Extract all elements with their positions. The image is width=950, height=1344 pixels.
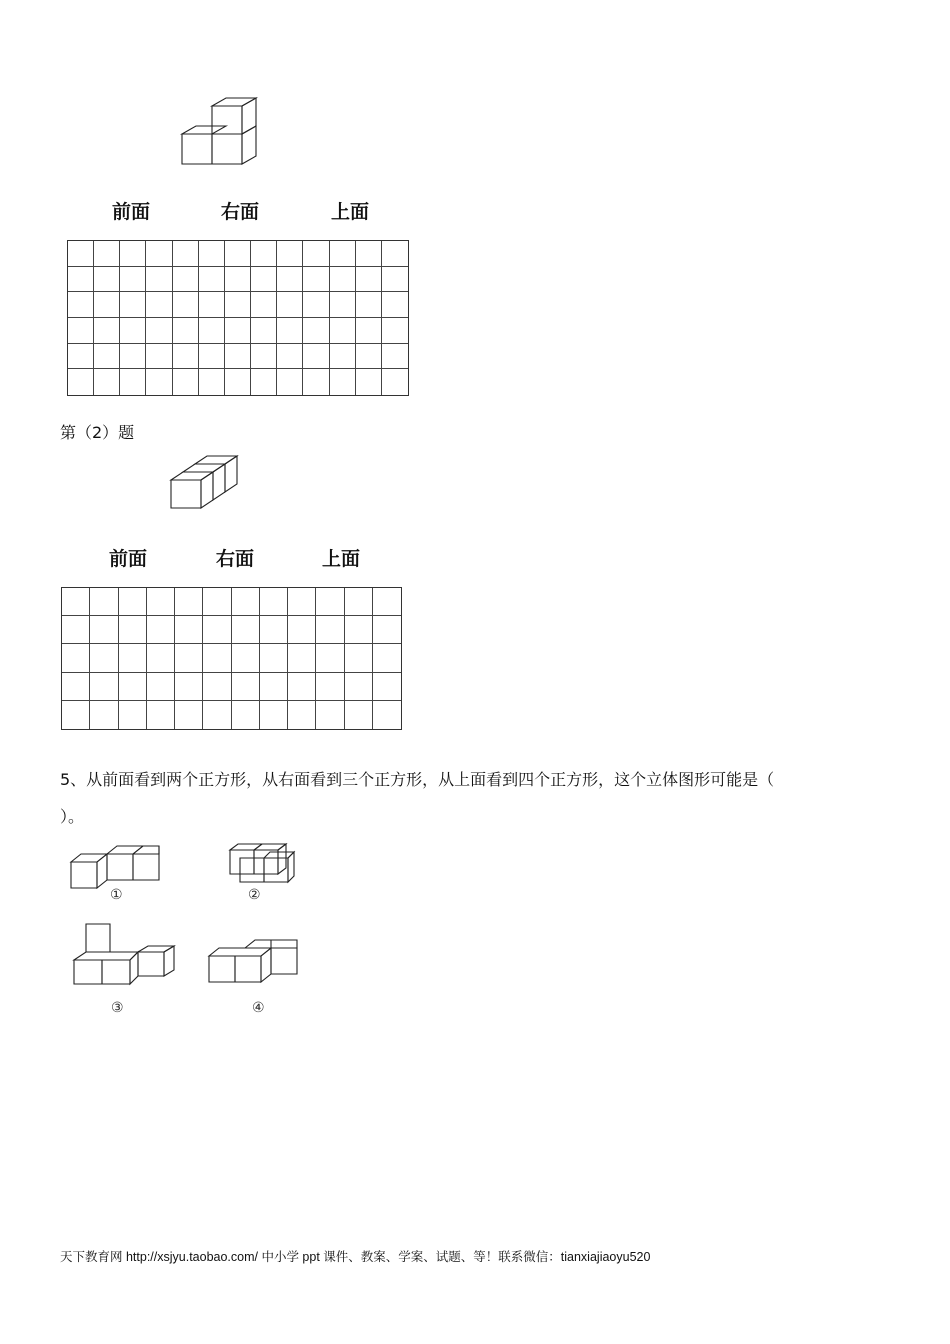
page-footer: 天下教育网 http://xsjyu.taobao.com/ 中小学 ppt 课件、教案、学案、试题、等！联系微信：tianxiajiaoyu520: [60, 1250, 651, 1264]
grid-cell[interactable]: [90, 616, 118, 644]
grid-cell[interactable]: [120, 369, 146, 395]
option3-label: ③: [111, 1000, 124, 1016]
grid-cell[interactable]: [356, 369, 382, 395]
grid-cell[interactable]: [68, 344, 94, 370]
problem2-label-front: 前面: [109, 548, 148, 570]
grid-cell[interactable]: [345, 701, 373, 729]
grid-cell[interactable]: [330, 241, 356, 267]
grid-cell[interactable]: [303, 344, 329, 370]
grid-cell[interactable]: [251, 292, 277, 318]
grid-cell[interactable]: [382, 267, 408, 293]
grid-cell[interactable]: [232, 644, 260, 672]
grid-cell[interactable]: [68, 318, 94, 344]
grid-cell[interactable]: [173, 369, 199, 395]
grid-cell[interactable]: [345, 644, 373, 672]
grid-cell[interactable]: [316, 616, 344, 644]
grid-cell[interactable]: [175, 616, 203, 644]
grid-cell[interactable]: [175, 673, 203, 701]
problem1-label-front: 前面: [112, 201, 151, 223]
grid-cell[interactable]: [232, 673, 260, 701]
grid-cell[interactable]: [232, 588, 260, 616]
grid-cell[interactable]: [120, 318, 146, 344]
grid-cell[interactable]: [260, 701, 288, 729]
grid-cell[interactable]: [232, 701, 260, 729]
grid-cell[interactable]: [303, 267, 329, 293]
grid-cell[interactable]: [203, 644, 231, 672]
grid-cell[interactable]: [277, 241, 303, 267]
problem2-cube-figure: [166, 452, 250, 514]
grid-cell[interactable]: [146, 369, 172, 395]
grid-cell[interactable]: [119, 588, 147, 616]
problem2-label-top: 上面: [322, 548, 361, 570]
grid-cell[interactable]: [94, 292, 120, 318]
grid-cell[interactable]: [120, 241, 146, 267]
grid-cell[interactable]: [225, 318, 251, 344]
grid-cell[interactable]: [288, 616, 316, 644]
grid-cell[interactable]: [120, 292, 146, 318]
grid-cell[interactable]: [356, 344, 382, 370]
grid-cell[interactable]: [373, 644, 401, 672]
grid-cell[interactable]: [225, 344, 251, 370]
grid-cell[interactable]: [288, 701, 316, 729]
grid-cell[interactable]: [94, 344, 120, 370]
grid-cell[interactable]: [90, 644, 118, 672]
grid-cell[interactable]: [277, 292, 303, 318]
problem2-label-right: 右面: [216, 548, 255, 570]
grid-cell[interactable]: [146, 267, 172, 293]
grid-cell[interactable]: [147, 644, 175, 672]
grid-cell[interactable]: [316, 644, 344, 672]
grid-cell[interactable]: [356, 241, 382, 267]
grid-cell[interactable]: [356, 318, 382, 344]
grid-cell[interactable]: [119, 673, 147, 701]
grid-cell[interactable]: [303, 292, 329, 318]
grid-cell[interactable]: [260, 673, 288, 701]
grid-cell[interactable]: [330, 318, 356, 344]
option1-cube-figure[interactable]: [66, 840, 166, 892]
grid-cell[interactable]: [120, 267, 146, 293]
grid-cell[interactable]: [225, 292, 251, 318]
option2-cube-figure[interactable]: [224, 834, 300, 886]
grid-cell[interactable]: [62, 616, 90, 644]
grid-cell[interactable]: [175, 701, 203, 729]
grid-cell[interactable]: [175, 588, 203, 616]
grid-cell[interactable]: [303, 369, 329, 395]
problem1-label-top: 上面: [331, 201, 370, 223]
grid-cell[interactable]: [199, 241, 225, 267]
problem2-title: 第（2）题: [60, 423, 135, 442]
grid-cell[interactable]: [94, 241, 120, 267]
grid-cell[interactable]: [146, 344, 172, 370]
grid-cell[interactable]: [288, 673, 316, 701]
grid-cell[interactable]: [303, 318, 329, 344]
grid-cell[interactable]: [330, 267, 356, 293]
grid-cell[interactable]: [94, 267, 120, 293]
grid-cell[interactable]: [382, 241, 408, 267]
grid-cell[interactable]: [345, 616, 373, 644]
grid-cell[interactable]: [345, 588, 373, 616]
grid-cell[interactable]: [251, 344, 277, 370]
option1-label: ①: [110, 887, 123, 903]
grid-cell[interactable]: [68, 267, 94, 293]
grid-cell[interactable]: [90, 701, 118, 729]
grid-cell[interactable]: [90, 673, 118, 701]
grid-cell[interactable]: [382, 318, 408, 344]
grid-cell[interactable]: [203, 701, 231, 729]
grid-cell[interactable]: [119, 701, 147, 729]
grid-cell[interactable]: [345, 673, 373, 701]
grid-cell[interactable]: [288, 588, 316, 616]
grid-cell[interactable]: [373, 616, 401, 644]
grid-cell[interactable]: [330, 369, 356, 395]
grid-cell[interactable]: [146, 318, 172, 344]
grid-cell[interactable]: [356, 292, 382, 318]
grid-cell[interactable]: [251, 267, 277, 293]
option2-label: ②: [248, 887, 261, 903]
grid-cell[interactable]: [146, 241, 172, 267]
grid-cell[interactable]: [316, 588, 344, 616]
grid-cell[interactable]: [147, 616, 175, 644]
grid-cell[interactable]: [382, 344, 408, 370]
grid-cell[interactable]: [330, 344, 356, 370]
grid-cell[interactable]: [119, 616, 147, 644]
grid-cell[interactable]: [251, 318, 277, 344]
option4-label: ④: [252, 1000, 265, 1016]
grid-cell[interactable]: [146, 292, 172, 318]
grid-cell[interactable]: [62, 673, 90, 701]
grid-cell[interactable]: [225, 267, 251, 293]
grid-cell[interactable]: [173, 267, 199, 293]
grid-cell[interactable]: [316, 701, 344, 729]
grid-cell[interactable]: [173, 292, 199, 318]
grid-cell[interactable]: [199, 369, 225, 395]
grid-cell[interactable]: [277, 318, 303, 344]
grid-cell[interactable]: [203, 616, 231, 644]
grid-cell[interactable]: [203, 673, 231, 701]
grid-cell[interactable]: [94, 318, 120, 344]
grid-cell[interactable]: [303, 241, 329, 267]
grid-cell[interactable]: [173, 241, 199, 267]
problem2-drawing-grid[interactable]: [61, 587, 402, 730]
grid-cell[interactable]: [199, 267, 225, 293]
grid-cell[interactable]: [62, 644, 90, 672]
grid-cell[interactable]: [373, 673, 401, 701]
grid-cell[interactable]: [120, 344, 146, 370]
grid-cell[interactable]: [62, 701, 90, 729]
grid-cell[interactable]: [199, 292, 225, 318]
grid-cell[interactable]: [260, 644, 288, 672]
grid-cell[interactable]: [68, 292, 94, 318]
question5-text-line1: 5、从前面看到两个正方形，从右面看到三个正方形，从上面看到四个正方形，这个立体图形可能是（: [60, 770, 775, 789]
grid-cell[interactable]: [373, 588, 401, 616]
grid-cell[interactable]: [260, 588, 288, 616]
grid-cell[interactable]: [147, 588, 175, 616]
grid-cell[interactable]: [356, 267, 382, 293]
grid-cell[interactable]: [373, 701, 401, 729]
grid-cell[interactable]: [277, 369, 303, 395]
question5-text-line2: ）。: [60, 807, 85, 826]
grid-cell[interactable]: [199, 344, 225, 370]
grid-cell[interactable]: [251, 369, 277, 395]
grid-cell[interactable]: [260, 616, 288, 644]
grid-cell[interactable]: [225, 369, 251, 395]
grid-cell[interactable]: [277, 344, 303, 370]
grid-cell[interactable]: [68, 241, 94, 267]
grid-cell[interactable]: [225, 241, 251, 267]
problem1-drawing-grid[interactable]: [67, 240, 409, 396]
problem1-cube-figure: [176, 94, 266, 170]
grid-cell[interactable]: [288, 644, 316, 672]
grid-cell[interactable]: [173, 344, 199, 370]
grid-cell[interactable]: [277, 267, 303, 293]
grid-cell[interactable]: [382, 369, 408, 395]
option4-cube-figure[interactable]: [204, 934, 304, 986]
grid-cell[interactable]: [199, 318, 225, 344]
grid-cell[interactable]: [147, 673, 175, 701]
grid-cell[interactable]: [251, 241, 277, 267]
grid-cell[interactable]: [316, 673, 344, 701]
grid-cell[interactable]: [175, 644, 203, 672]
grid-cell[interactable]: [147, 701, 175, 729]
grid-cell[interactable]: [382, 292, 408, 318]
grid-cell[interactable]: [94, 369, 120, 395]
grid-cell[interactable]: [330, 292, 356, 318]
grid-cell[interactable]: [232, 616, 260, 644]
grid-cell[interactable]: [119, 644, 147, 672]
grid-cell[interactable]: [203, 588, 231, 616]
grid-cell[interactable]: [68, 369, 94, 395]
grid-cell[interactable]: [62, 588, 90, 616]
grid-cell[interactable]: [173, 318, 199, 344]
grid-cell[interactable]: [90, 588, 118, 616]
option3-cube-figure[interactable]: [68, 918, 180, 988]
problem1-label-right: 右面: [221, 201, 260, 223]
